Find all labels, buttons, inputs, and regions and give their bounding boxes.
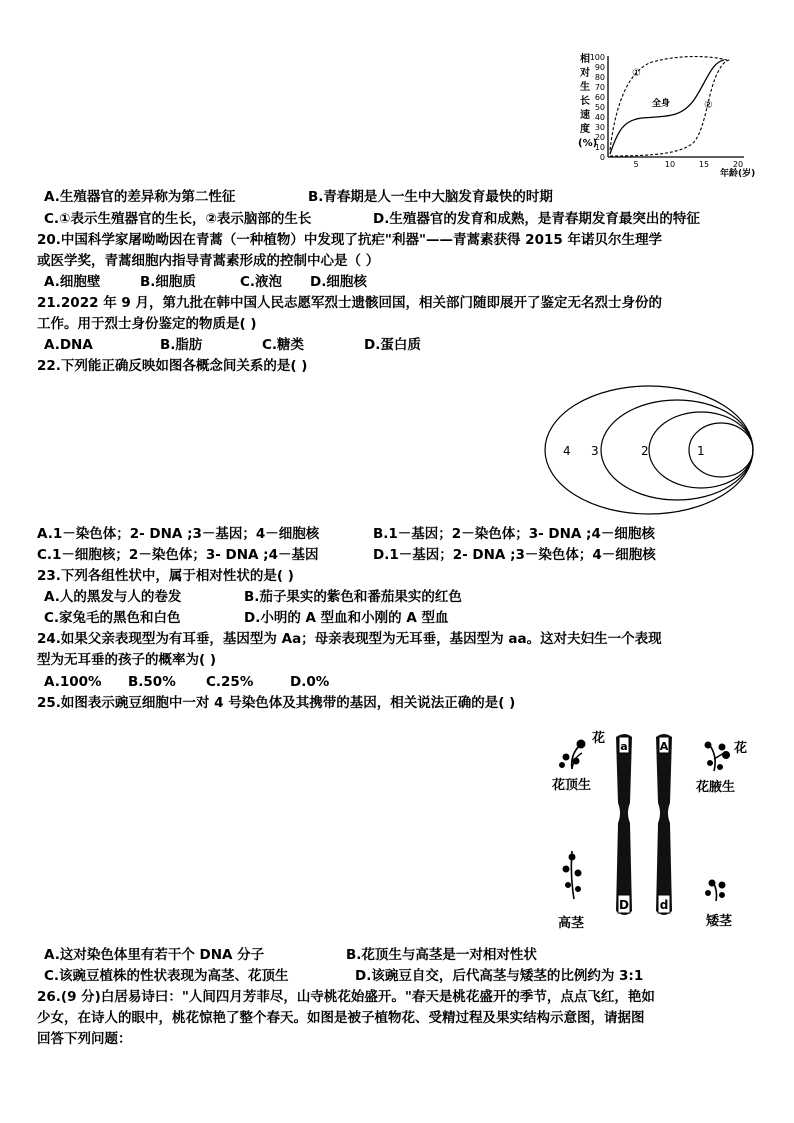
circle-label-1: 1 (697, 444, 705, 458)
gene-d: d (659, 898, 669, 912)
q21-option-c[interactable]: C.糖类 (262, 337, 305, 353)
q22-option-d[interactable]: D.1－基因；2- DNA ;3－染色体；4－细胞核 (373, 547, 656, 563)
chromosome-left (616, 734, 632, 915)
q23-option-b[interactable]: B.茄子果实的紫色和番茄果实的红色 (244, 589, 462, 605)
q23-option-a[interactable]: A.人的黑发与人的卷发 (44, 589, 182, 605)
svg-text:20: 20 (732, 160, 744, 169)
x-axis-label: 年龄(岁) (720, 169, 756, 178)
q21-stem-line1: 21.2022 年 9 月，第九批在韩中国人民志愿军烈士遗骸回国，相关部门随即展开了鉴定无名烈士身份的 (37, 295, 662, 311)
q24-stem-line1: 24.如果父亲表现型为有耳垂，基因型为 Aa；母亲表现型为无耳垂，基因型为 aa。这对夫妇生一个表现 (37, 631, 662, 647)
svg-text:100: 100 (589, 53, 605, 62)
q26-stem-line3: 回答下列问题： (37, 1031, 132, 1047)
svg-text:5: 5 (633, 160, 639, 169)
svg-text:10: 10 (664, 160, 676, 169)
q22-option-b[interactable]: B.1－基因；2－染色体；3- DNA ;4－细胞核 (373, 526, 655, 542)
curve-2-label: ② (704, 100, 713, 111)
q20-option-d[interactable]: D.细胞核 (310, 274, 367, 290)
q20-stem-line2: 或医学奖，青蒿细胞内指导青蒿素形成的控制中心是（ ） (37, 253, 380, 269)
q22-stem: 22.下列能正确反映如图各概念间关系的是( ) (37, 358, 308, 374)
q25-option-b[interactable]: B.花顶生与高茎是一对相对性状 (346, 947, 537, 963)
q21-option-b[interactable]: B.脂肪 (160, 337, 203, 353)
circle-3 (601, 400, 753, 500)
q19-option-c[interactable]: C.①表示生殖器官的生长，②表示脑部的生长 (44, 211, 312, 227)
q25-option-c[interactable]: C.该豌豆植株的性状表现为高茎、花顶生 (44, 968, 289, 984)
q25-option-d[interactable]: D.该豌豆自交，后代高茎与矮茎的比例约为 3:1 (355, 968, 644, 984)
q26-stem-line1: 26.(9 分)白居易诗曰："人间四月芳菲尽，山寺桃花始盛开。"春天是桃花盛开的季节，点点飞红，艳如 (37, 989, 655, 1005)
circle-label-4: 4 (563, 444, 571, 458)
q19-option-b[interactable]: B.青春期是人一生中大脑发育最快的时期 (308, 189, 553, 205)
svg-text:10: 10 (594, 143, 605, 152)
x-tick-labels (633, 160, 743, 169)
q23-stem: 23.下列各组性状中，属于相对性状的是( ) (37, 568, 294, 584)
chromosome-figure (552, 725, 757, 935)
q20-option-b[interactable]: B.细胞质 (140, 274, 196, 290)
bottom-left-label: 高茎 (558, 916, 585, 931)
flower-label-left: 花 (592, 731, 606, 746)
svg-text:15: 15 (698, 160, 710, 169)
svg-text:80: 80 (594, 73, 605, 82)
svg-text:60: 60 (594, 93, 605, 102)
chromosome-right (656, 734, 672, 915)
svg-text:对: 对 (580, 68, 590, 79)
svg-text:0: 0 (599, 153, 605, 162)
svg-text:50: 50 (594, 103, 605, 112)
q22-option-c[interactable]: C.1－细胞核；2－染色体；3- DNA ;4－基因 (37, 547, 319, 563)
svg-text:90: 90 (594, 63, 605, 72)
svg-text:相: 相 (580, 54, 590, 65)
q24-option-c[interactable]: C.25% (206, 674, 254, 690)
svg-text:长: 长 (580, 96, 590, 107)
svg-text:70: 70 (594, 83, 605, 92)
q24-option-a[interactable]: A.100% (44, 674, 102, 690)
q24-stem-line2: 型为无耳垂的孩子的概率为( ) (37, 652, 217, 668)
curve-1-label: ① (632, 68, 641, 79)
svg-text:30: 30 (594, 123, 605, 132)
svg-text:40: 40 (594, 113, 605, 122)
svg-text:生: 生 (580, 82, 590, 93)
q25-option-a[interactable]: A.这对染色体里有若干个 DNA 分子 (44, 947, 265, 963)
q23-option-c[interactable]: C.家兔毛的黑色和白色 (44, 610, 181, 626)
q20-option-a[interactable]: A.细胞壁 (44, 274, 101, 290)
flower-label-right: 花 (734, 741, 748, 756)
q23-option-d[interactable]: D.小明的 A 型血和小刚的 A 型血 (244, 610, 449, 626)
q19-option-a[interactable]: A.生殖器官的差异称为第二性征 (44, 189, 236, 205)
svg-text:度: 度 (580, 124, 590, 135)
concept-circles-figure (543, 383, 755, 517)
q24-option-b[interactable]: B.50% (128, 674, 176, 690)
circle-label-3: 3 (591, 444, 599, 458)
q21-option-d[interactable]: D.蛋白质 (364, 337, 421, 353)
q21-stem-line2: 工作。用于烈士身份鉴定的物质是( ) (37, 316, 257, 332)
plant-tall-stem-icon (563, 851, 581, 899)
growth-chart (572, 50, 762, 178)
plant-top-right-icon (705, 742, 730, 771)
q22-option-a[interactable]: A.1－染色体；2- DNA ;3－基因；4－细胞核 (37, 526, 320, 542)
q21-option-a[interactable]: A.DNA (44, 337, 93, 353)
circle-label-2: 2 (641, 444, 649, 458)
q26-stem-line2: 少女，在诗人的眼中，桃花惊艳了整个春天。如图是被子植物花、受精过程及果实结构示意图，请据图 (37, 1010, 645, 1026)
gene-D: D (619, 898, 629, 912)
q25-stem: 25.如图表示豌豆细胞中一对 4 号染色体及其携带的基因，相关说法正确的是( ) (37, 695, 516, 711)
svg-text:速: 速 (580, 110, 590, 121)
svg-text:(%): (%) (578, 138, 598, 149)
top-right-label: 花腋生 (696, 780, 736, 795)
top-left-label: 花顶生 (552, 778, 592, 793)
gene-A: A (659, 740, 669, 753)
svg-text:20: 20 (594, 133, 605, 142)
q19-option-d[interactable]: D.生殖器官的发育和成熟，是青春期发育最突出的特征 (373, 211, 700, 227)
bottom-right-label: 矮茎 (706, 914, 733, 929)
gene-a: a (620, 740, 628, 753)
q20-stem-line1: 20.中国科学家屠呦呦因在青蒿（一种植物）中发现了抗疟"利器"——青蒿素获得 2015 年诺贝尔生理学 (37, 232, 662, 248)
plant-top-left-icon (560, 740, 586, 769)
q20-option-c[interactable]: C.液泡 (240, 274, 283, 290)
q24-option-d[interactable]: D.0% (290, 674, 330, 690)
curve-whole-label: 全身 (652, 99, 671, 109)
plant-dwarf-stem-icon (706, 880, 726, 901)
